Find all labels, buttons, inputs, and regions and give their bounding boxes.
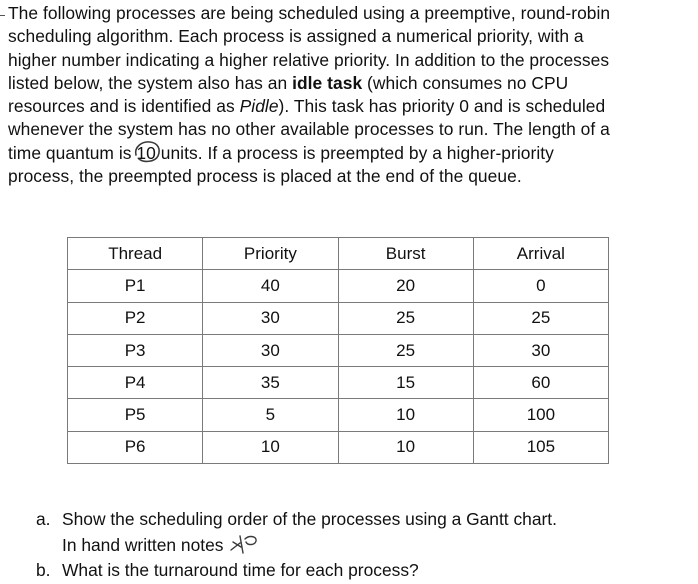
handwritten-notes-label: In hand written notes [62, 534, 224, 555]
statement-line-1: The following processes are being scheduled using a preemptive, round-robin [8, 3, 611, 23]
cell-arrival: 105 [473, 431, 608, 463]
statement-line-4-end: (which consumes no CPU [362, 72, 569, 93]
cell-arrival: 0 [473, 270, 608, 302]
cell-thread: P1 [68, 270, 203, 302]
cell-priority: 35 [203, 367, 338, 399]
problem-statement [8, 2, 696, 188]
cell-arrival: 30 [473, 334, 608, 366]
table-header-row [68, 238, 609, 270]
cell-burst: 10 [338, 431, 473, 463]
table-row [68, 431, 609, 463]
question-b-text: What is the turnaround time for each process? [62, 560, 419, 580]
cell-thread: P6 [68, 431, 203, 463]
pidle-term: Pidle [239, 96, 279, 117]
cell-arrival: 60 [473, 367, 608, 399]
question-b-marker: b. [36, 560, 51, 580]
column-header-burst: Burst [338, 238, 473, 270]
statement-line-5-end: ). This task has priority 0 and is scheduled [278, 96, 606, 117]
cell-priority: 30 [203, 334, 338, 366]
cell-burst: 25 [338, 302, 473, 334]
time-quantum-number: 10 [136, 142, 156, 163]
column-header-arrival: Arrival [473, 238, 608, 270]
process-table [67, 237, 609, 464]
statement-line-5 [8, 95, 696, 118]
statement-line-7 [8, 142, 696, 165]
time-quantum-value [136, 142, 155, 165]
statement-line-4-start: listed below, the system also has an [8, 72, 293, 93]
question-list [36, 507, 557, 584]
cell-thread: P4 [68, 367, 203, 399]
table-row [68, 367, 609, 399]
question-a-note [36, 533, 557, 559]
idle-task-term: idle task [292, 72, 363, 93]
question-a-text: Show the scheduling order of the processes using a Gantt chart. [62, 509, 557, 529]
column-header-priority: Priority [203, 238, 338, 270]
statement-line-7-start: time quantum is [8, 142, 137, 163]
column-header-thread: Thread [68, 238, 203, 270]
question-b [36, 558, 557, 584]
cell-burst: 20 [338, 270, 473, 302]
cell-thread: P3 [68, 334, 203, 366]
cell-priority: 10 [203, 431, 338, 463]
question-a [36, 507, 557, 533]
cell-priority: 40 [203, 270, 338, 302]
page-edge-mark [0, 15, 5, 16]
statement-line-7-end: units. If a process is preempted by a higher-priority [155, 142, 554, 163]
cell-burst: 25 [338, 334, 473, 366]
cell-priority: 5 [203, 399, 338, 431]
cell-priority: 30 [203, 302, 338, 334]
handwritten-circle-icon [132, 139, 162, 165]
statement-line-3: higher number indicating a higher relative priority. In addition to the processes [8, 49, 610, 70]
statement-line-5-start: resources and is identified as [8, 96, 240, 117]
cell-arrival: 25 [473, 302, 608, 334]
statement-line-6: whenever the system has no other available processes to run. The length of a [8, 119, 610, 140]
statement-line-8: process, the preempted process is placed at the end of the queue. [8, 166, 522, 187]
table-row [68, 270, 609, 302]
table-row [68, 399, 609, 431]
question-a-marker: a. [36, 509, 51, 529]
cell-thread: P2 [68, 302, 203, 334]
table-row [68, 302, 609, 334]
cell-arrival: 100 [473, 399, 608, 431]
statement-line-2: scheduling algorithm. Each process is assigned a numerical priority, with a [8, 26, 584, 47]
handwritten-scribble-icon [227, 533, 261, 555]
table-row [68, 334, 609, 366]
cell-thread: P5 [68, 399, 203, 431]
cell-burst: 15 [338, 367, 473, 399]
cell-burst: 10 [338, 399, 473, 431]
statement-line-4 [8, 72, 696, 95]
